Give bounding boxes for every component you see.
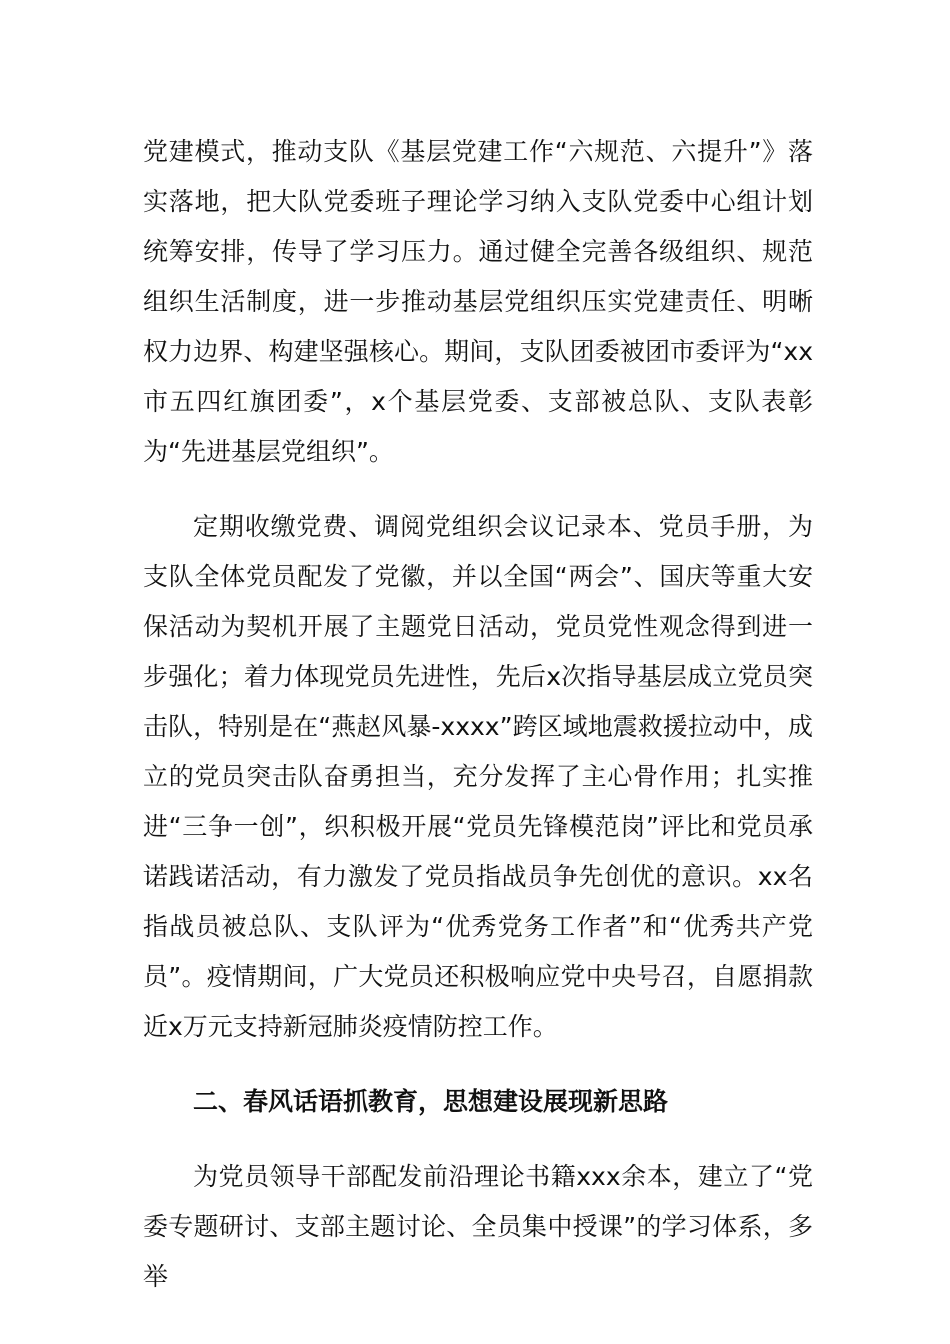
document-body [143, 127, 813, 1302]
paragraph-continued: 党建模式，推动支队《基层党建工作“六规范、六提升”》落实落地，把大队党委班子理论学习纳入支队党委中心组计划统筹安排，传导了学习压力。通过健全完善各级组织、规范组织生活制度，进一步推动基层党组织压实党建责任、明晰权力边界、构建坚强核心。期间，支队团委被团市委评为“xx市五四红旗团委”，x个基层党委、支部被总队、支队表彰为“先进基层党组织”。 [143, 137, 813, 466]
paragraph-education: 为党员领导干部配发前沿理论书籍xxx余本，建立了“党委专题研讨、支部主题讨论、全员集中授课”的学习体系，多举 [143, 1162, 813, 1291]
paragraph-party-activities: 定期收缴党费、调阅党组织会议记录本、党员手册，为支队全体党员配发了党徽，并以全国“两会”、国庆等重大安保活动为契机开展了主题党日活动，党员党性观念得到进一步强化；着力体现党员先进性，先后x次指导基层成立党员突击队，特别是在“燕赵风暴-xxxx”跨区域地震救援拉动中，成立的党员突击队奋勇担当，充分发挥了主心骨作用；扎实推进“三争一创”，织积极开展“党员先锋模范岗”评比和党员承诺践诺活动，有力激发了党员指战员争先创优的意识。xx名指战员被总队、支队评为“优秀党务工作者”和“优秀共产党员”。疫情期间，广大党员还积极响应党中央号召，自愿捐款近x万元支持新冠肺炎疫情防控工作。 [143, 512, 813, 1041]
section-heading: 二、春风话语抓教育，思想建设展现新思路 [193, 1087, 669, 1116]
